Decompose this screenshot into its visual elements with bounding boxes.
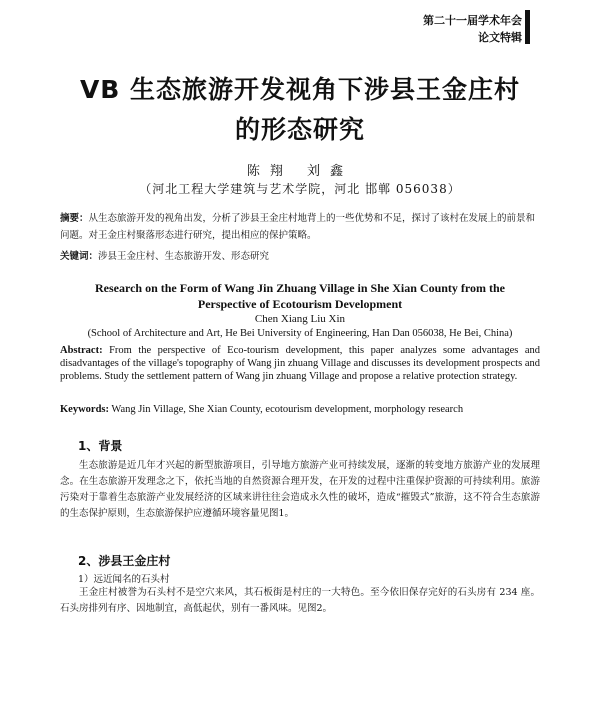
abstract-en-text: From the perspective of Eco-tourism development, this paper analyzes some advantages and disadvantages of the village's topography of Wang jin zhuang Village and discusses its development prospects and problems. Study the settlement pattern of Wang jin zhuang Village and propose a relative protection strategy.: [60, 345, 540, 382]
keywords-en: [60, 403, 540, 416]
affiliation-en: (School of Architecture and Art, He Bei University of Engineering, Han Dan 056038, He Bei, China): [87, 328, 513, 339]
header-line-2: 论文特辑: [478, 31, 522, 44]
abstract-en: [60, 344, 540, 383]
abstract-cn-label: 摘要：: [60, 213, 89, 224]
keywords-cn-label: 关键词：: [60, 251, 99, 262]
section-2-heading: 2、涉县王金庄村: [78, 554, 171, 568]
section-1-paragraph: 生态旅游是近几年才兴起的新型旅游项目，引导地方旅游产业可持续发展，逐渐的转变地方旅游产业的发展理念。在生态旅游开发理念之下，依托当地的自然资源合理开发，在开发的过程中注重保护资源的可持续利用。旅游污染对于靠着生态旅游产业发展经济的区域来讲往往会造成永久性的破坏，造成“摧毁式”旅游，这不符合生态旅游的生态保护原则，生态旅游保护应遵循环境容量见图1。: [60, 460, 540, 519]
title-cn: [40, 70, 560, 150]
authors-cn: 陈翔 刘鑫: [246, 164, 354, 179]
title-en-line-1: Research on the Form of Wang Jin Zhuang Village in She Xian County from the: [94, 281, 506, 295]
section-2-subheading: 1）远近闻名的石头村: [78, 574, 170, 585]
abstract-en-label: Abstract:: [60, 345, 103, 356]
title-cn-line-1: VB 生态旅游开发视角下涉县王金庄村: [79, 75, 521, 104]
affiliation-cn: （河北工程大学建筑与艺术学院，河北 邯郸 056038）: [139, 182, 461, 196]
header-decor-bar: [525, 10, 530, 44]
header-line-1: 第二十一届学术年会: [423, 14, 522, 27]
title-en: [40, 280, 560, 312]
section-2-paragraph: 王金庄村被誉为石头村不是空穴来风，其石板街是村庄的一大特色。至今依旧保存完好的石头房有 234 座。石头房排列有序、因地制宜，高低起伏，别有一番风味。见图2。: [60, 587, 540, 614]
authors-en: Chen Xiang Liu Xin: [254, 313, 346, 325]
keywords-cn-text: 涉县王金庄村、生态旅游开发、形态研究: [98, 251, 270, 262]
keywords-en-text: Wang Jin Village, She Xian County, ecotourism development, morphology research: [109, 404, 464, 415]
section-1-heading: 1、背景: [78, 439, 123, 453]
keywords-cn: [60, 248, 540, 265]
title-en-line-2: Perspective of Ecotourism Development: [197, 297, 403, 311]
abstract-cn-text: 从生态旅游开发的视角出发，分析了涉县王金庄村地背上的一些优势和不足，探讨了该村在发展上的前景和问题。对王金庄村聚落形态进行研究，提出相应的保护策略。: [60, 213, 536, 241]
keywords-en-label: Keywords:: [60, 404, 109, 415]
title-cn-line-2: 的形态研究: [234, 115, 365, 144]
abstract-cn: [60, 210, 540, 244]
journal-header: [423, 12, 522, 46]
